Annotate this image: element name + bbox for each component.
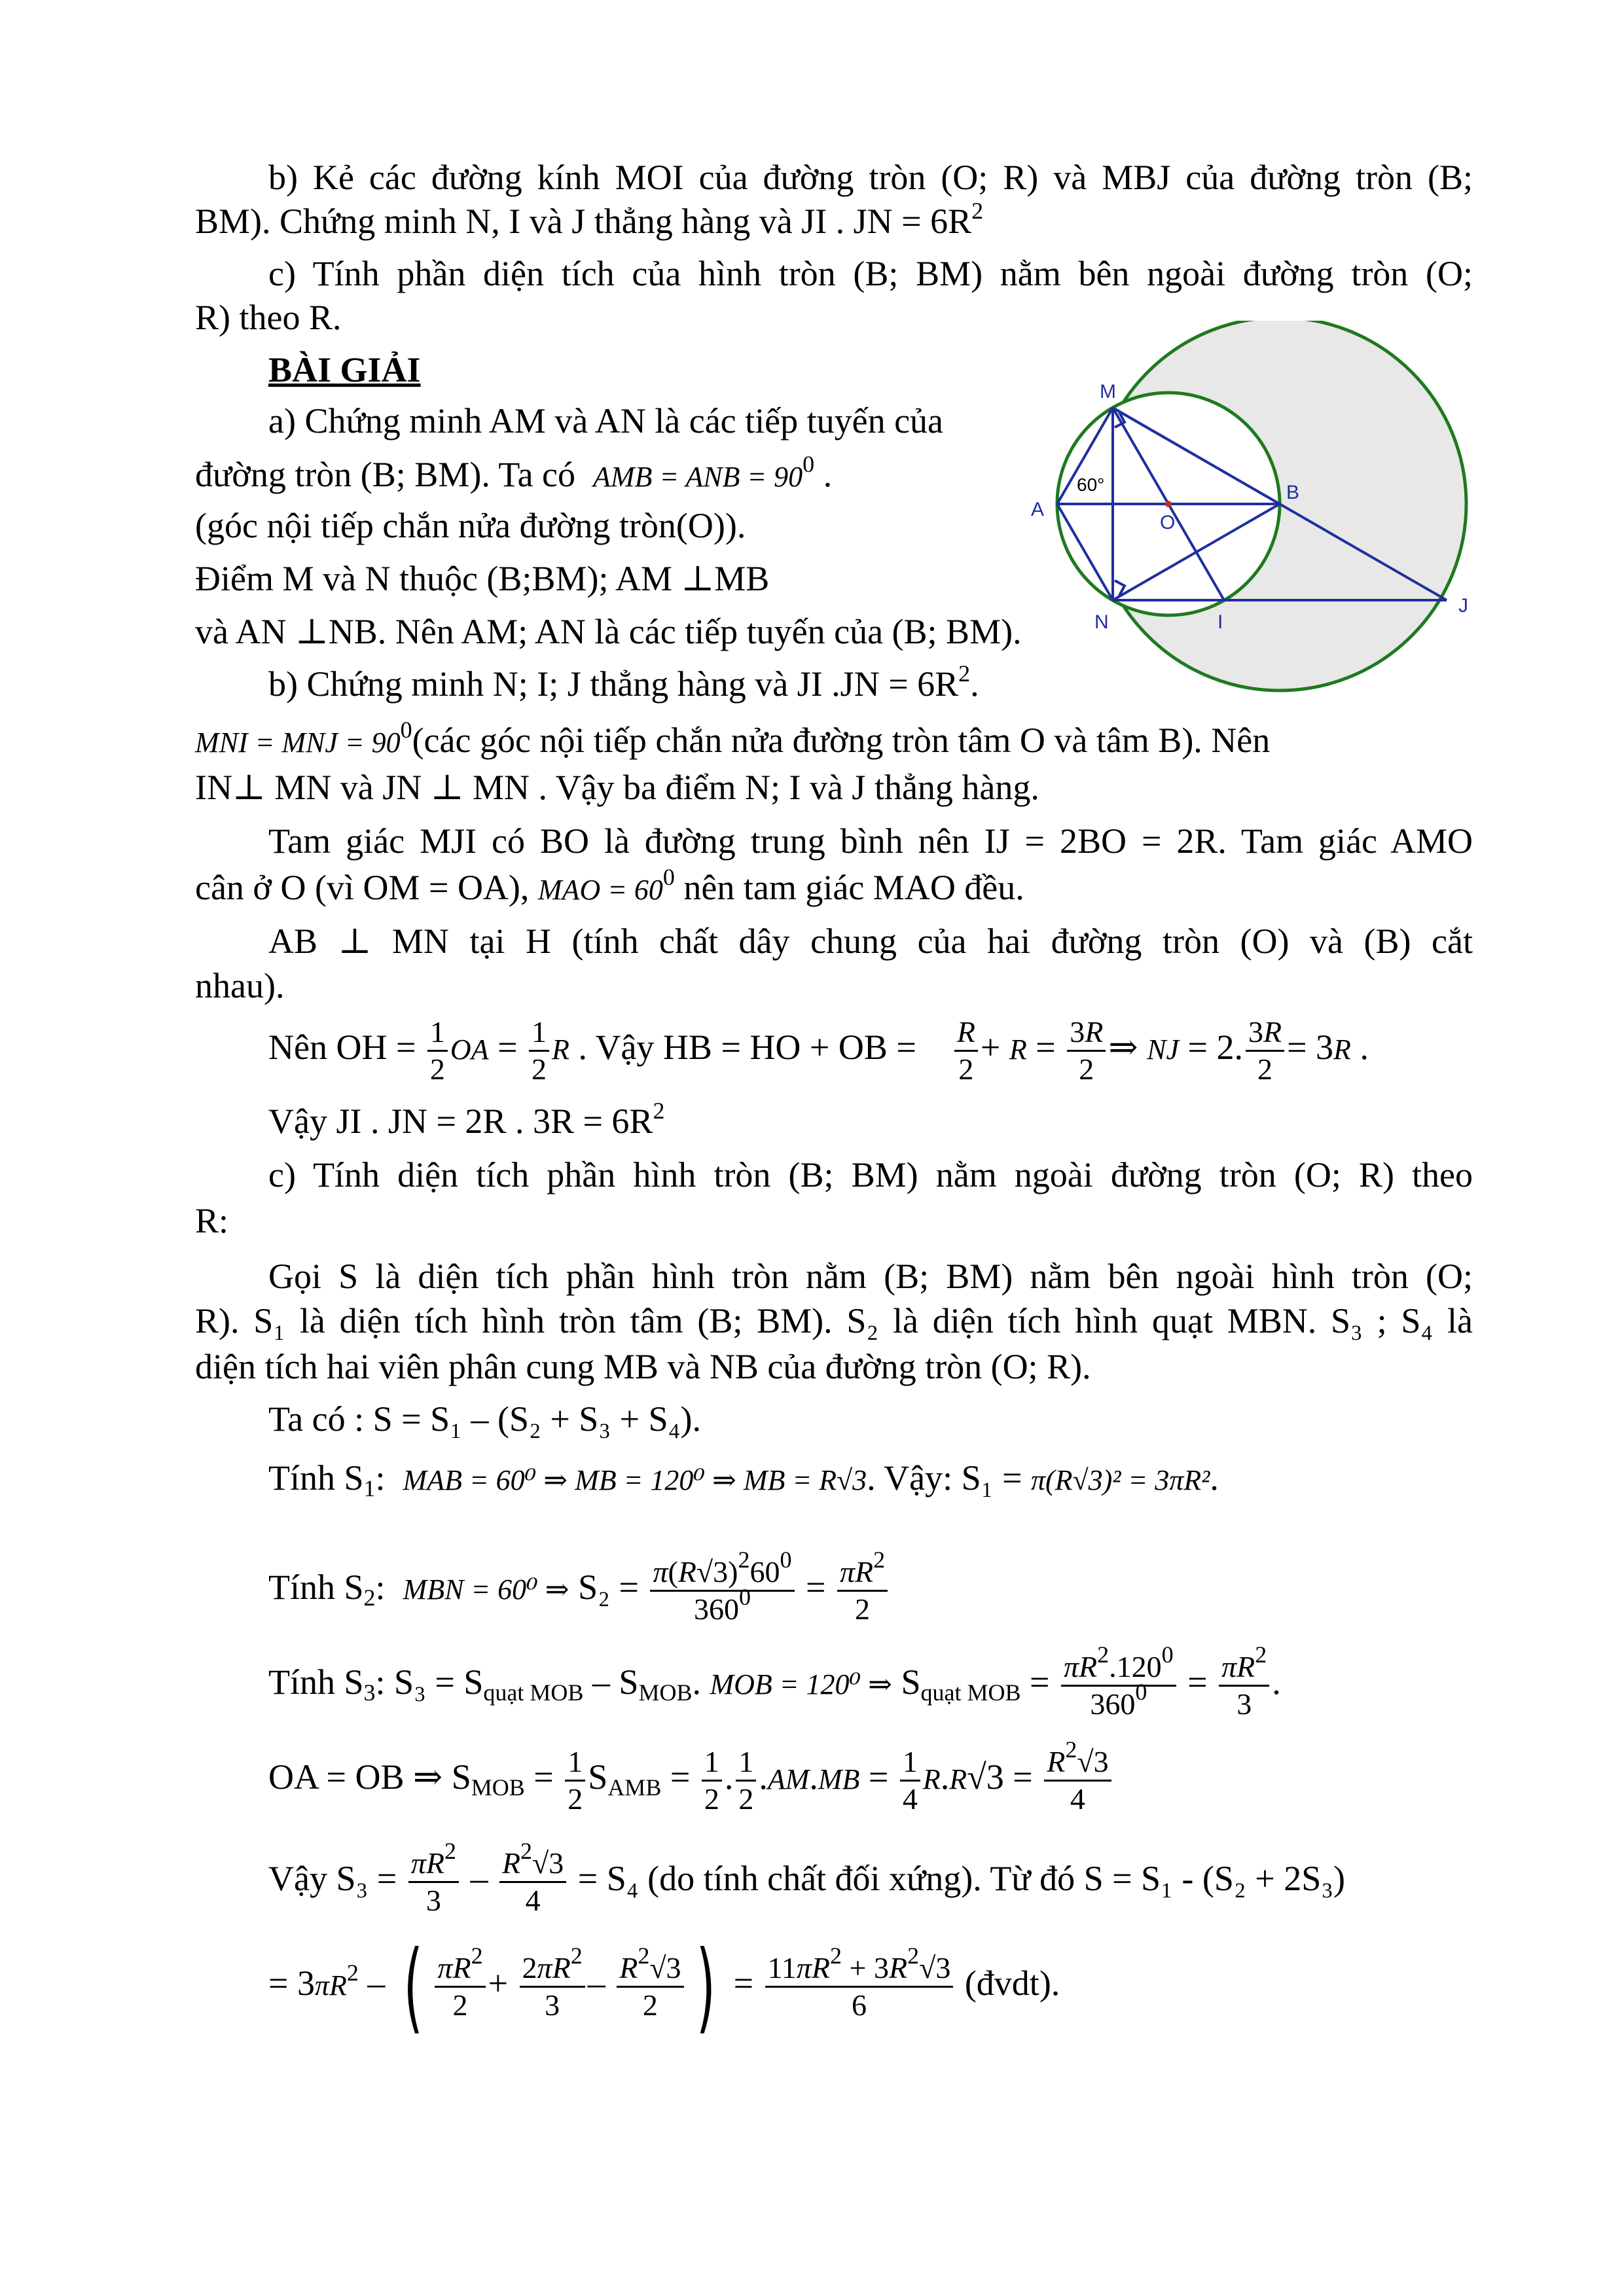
label-o: O: [1160, 512, 1176, 533]
label-i: I: [1218, 611, 1223, 633]
solution-b-p2-line2: cân ở O (vì OM = OA), MAO = $60^0$ nên tam giác MAO đều.: [195, 864, 1024, 907]
solution-final-a: Vậy S₃ = $\frac{\pi R^2}{3}$ – $\frac{R^2√3}{4}$ = S₄ (do tính chất đối xứng). Từ đó S = S₁ - (S₂ + 2S₃): [268, 1838, 1346, 1918]
angle-label: 60°: [1077, 475, 1105, 495]
solution-a-line2: đường tròn (B; BM). Ta có AMB = ANB = $90^0$ .: [195, 451, 833, 494]
label-j: J: [1458, 595, 1468, 617]
problem-b-line1: b) Kẻ các đường kính MOI của đường tròn (O; R) và MBJ của đường tròn (B;: [268, 158, 1473, 197]
solution-a-line1: a) Chứng minh AM và AN là các tiếp tuyến của: [268, 401, 944, 440]
problem-b-line2: BM). Chứng minh N, I và J thẳng hàng và JI . JN = $6R^2$: [195, 198, 984, 241]
solution-oa: OA = OB ⇒ $S_{MOB}$ = $\frac{1}{2}$ $S_{AMB}$ = $\frac{1}{2}$ . $\frac{1}{2}$ .AM.MB = $\frac{1}{4}$ R.R√3 = $\frac{R^2√3}{4}$: [268, 1738, 1114, 1819]
solution-b-p3-line2: nhau).: [195, 966, 285, 1005]
problem-c-line2: R) theo R.: [195, 298, 342, 337]
solution-c-p1-line1: Gọi S là diện tích phần hình tròn nằm (B; BM) nằm bên ngoài hình tròn (O;: [268, 1257, 1473, 1296]
solution-s1: Tính $S_1$: MAB = 60⁰ ⇒ MB = 120⁰ ⇒ MB = R√3. Vậy: S₁ = π(R√3)² = 3πR².: [268, 1458, 1219, 1501]
problem-c-line1: c) Tính phần diện tích của hình tròn (B; BM) nằm bên ngoài đường tròn (O;: [268, 254, 1473, 293]
label-b: B: [1286, 482, 1300, 503]
solution-b-p3-line1: AB ⊥ MN tại H (tính chất dây chung của hai đường tròn (O) và (B) cắt: [268, 922, 1473, 961]
geometry-figure: [1021, 321, 1479, 713]
solution-c-head1: c) Tính diện tích phần hình tròn (B; BM) nằm ngoài đường tròn (O; R) theo: [268, 1155, 1473, 1194]
center-o: [1165, 501, 1172, 507]
solution-s3: Tính $S_3$: $S_3 = S_{quạt MOB} - S_{MOB}$. MOB = 120⁰ ⇒ $S_{quạt MOB}$ = $\frac{\pi R^2.120^0}{360^0}$ = $\frac{\pi R^2}{3}$ .: [268, 1641, 1281, 1721]
solution-b-p1-line2: IN⊥ MN và JN ⊥ MN . Vậy ba điểm N; I và J thẳng hàng.: [195, 768, 1039, 807]
solution-final-b: = $3\pi R^2$ – ( $\frac{\pi R^2}{2}$ + $\frac{2\pi R^2}{3}$ – $\frac{R^2√3}{2}$ ) = $\frac{11\pi R^2 + 3R^2√3}{6}$ (đvdt).: [268, 1929, 1060, 2044]
solution-c-head2: R:: [195, 1201, 229, 1240]
solution-b-p4: Nên OH = $\frac{1}{2}$ OA = $\frac{1}{2}$ R . Vậy HB = HO + OB = $\frac{R}{2}$ + R = $\frac{3R}{2}$ ⇒ NJ = 2. $\frac{3R}{2}$ = 3R .: [268, 1015, 1369, 1086]
solution-c-p1-line3: diện tích hai viên phân cung MB và NB của đường tròn (O; R).: [195, 1347, 1091, 1386]
label-a: A: [1031, 499, 1045, 520]
solution-b-p2-line1: Tam giác MJI có BO là đường trung bình nên IJ = 2BO = 2R. Tam giác AMO: [268, 821, 1473, 861]
label-m: M: [1100, 381, 1116, 403]
label-n: N: [1094, 611, 1109, 633]
solution-a-line4: Điểm M và N thuộc (B;BM); AM ⊥MB: [195, 559, 770, 598]
solution-title: BÀI GIẢI: [268, 350, 421, 389]
solution-c-p1-line2: R). S₁ là diện tích hình tròn tâm (B; BM). S₂ là diện tích hình quạt MBN. S₃ ; S₄ là: [195, 1301, 1473, 1340]
solution-c-p2: Ta có : S = S₁ – (S₂ + S₃ + S₄).: [268, 1399, 701, 1439]
solution-b-p1-line1: MNI = MNJ = $90^0(các$ góc nội tiếp chắn nửa đường tròn tâm O và tâm B). Nên: [195, 717, 1271, 760]
solution-a-line5: và AN ⊥NB. Nên AM; AN là các tiếp tuyến của (B; BM).: [195, 612, 1022, 651]
solution-b-p5: Vậy JI . JN = 2R . $3R = 6R^2$: [268, 1098, 665, 1141]
solution-s2: Tính $S_2$: MBN = 60⁰ ⇒ S₂ = $\frac{\pi(R√3)^260^0}{360^0}$ = $\frac{\pi R^2}{2}$: [268, 1545, 890, 1632]
solution-b-head: b) Chứng minh N; I; J thẳng hàng và JI $.JN = 6R^2$.: [268, 660, 979, 704]
solution-a-line3: (góc nội tiếp chắn nửa đường tròn(O)).: [195, 506, 746, 545]
